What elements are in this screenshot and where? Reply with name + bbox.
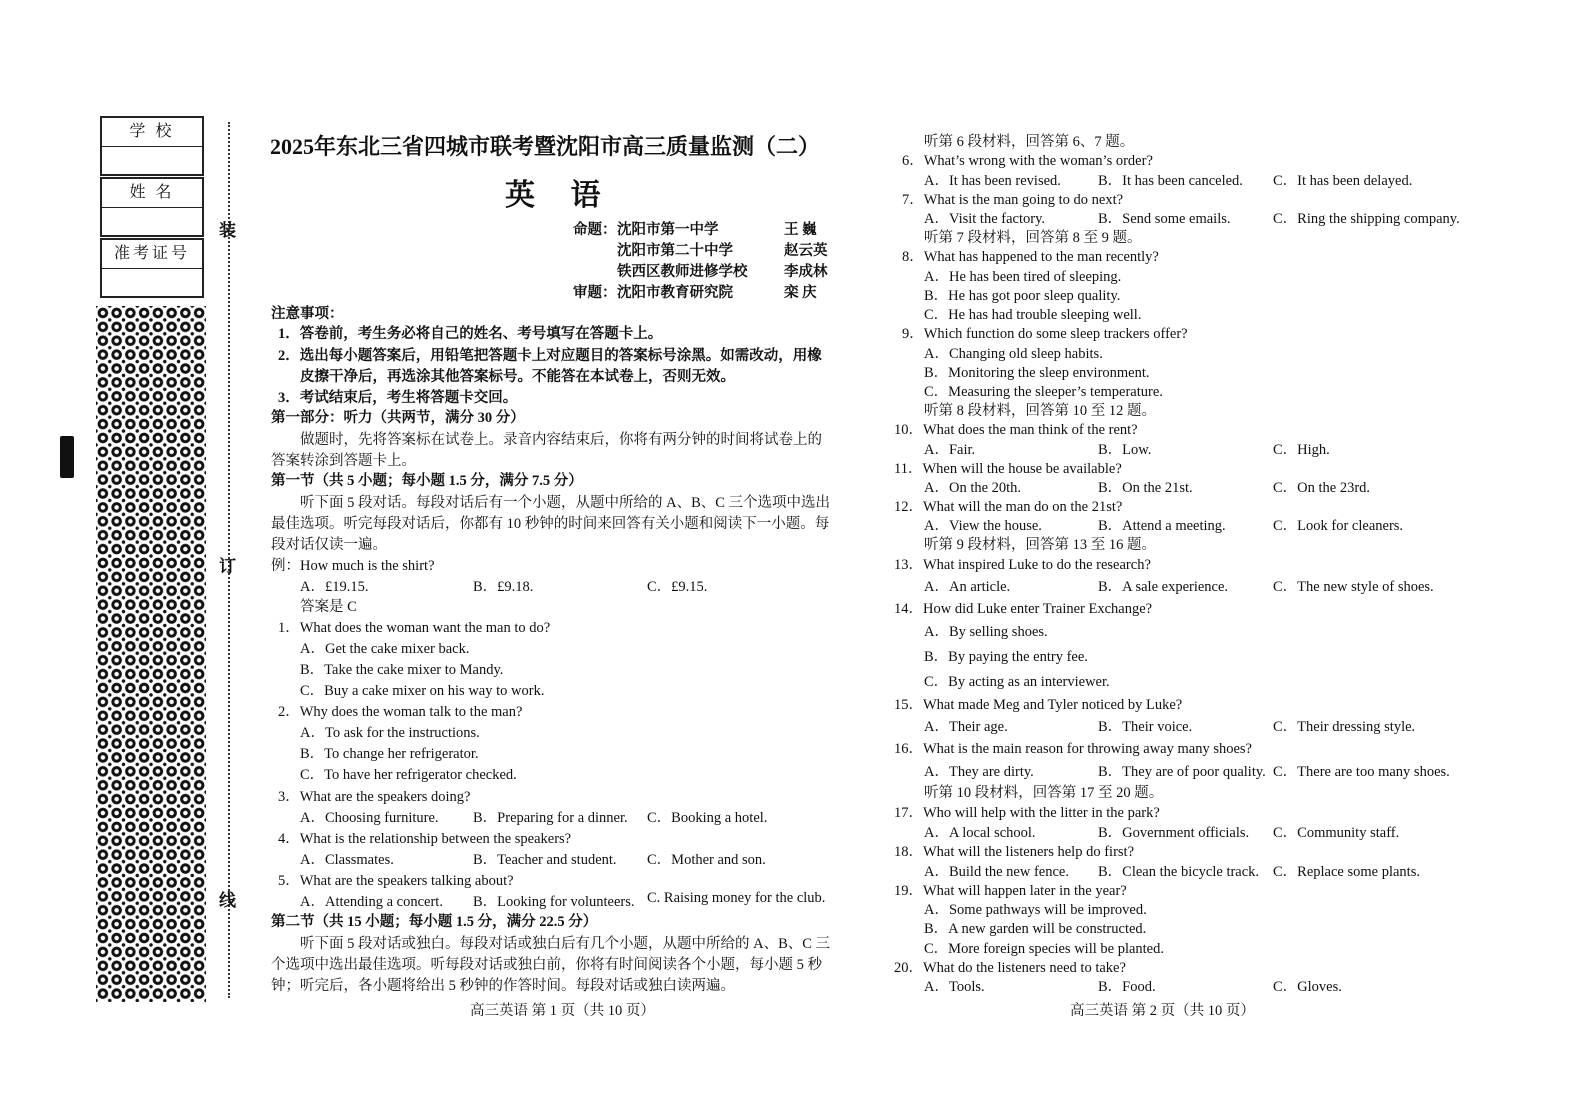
instruction-text: 段对话仅读一遍。: [271, 537, 387, 553]
option-a: A．Some pathways will be improved.: [924, 902, 1147, 918]
option-c: C．There are too many shoes.: [1273, 764, 1450, 780]
question: 18．What will the listeners help do first?: [894, 844, 1135, 860]
instruction-text: 个选项中选出最佳选项。听每段对话或独白前，你将有时间阅读各个小题，每小题 5 秒: [271, 957, 822, 973]
option-b: B．A new garden will be constructed.: [924, 921, 1147, 937]
material-heading: 听第 8 段材料，回答第 10 至 12 题。: [924, 403, 1156, 419]
notice-heading: 注意事项：: [271, 306, 344, 322]
notice-item: 1．答卷前，考生务必将自己的姓名、考号填写在答题卡上。: [278, 326, 663, 342]
question: 17．Who will help with the litter in the park?: [894, 805, 1160, 821]
option-c: C．Their dressing style.: [1273, 719, 1416, 735]
instruction-text: 听下面 5 段对话。每段对话后有一个小题，从题中所给的 A、B、C 三个选项中选出: [300, 495, 831, 511]
question: 8．What has happened to the man recently?: [902, 249, 1159, 265]
question: 4．What is the relationship between the speakers?: [278, 831, 572, 847]
material-heading: 听第 10 段材料，回答第 17 至 20 题。: [924, 785, 1164, 801]
notice-item: 2．选出每小题答案后，用铅笔把答题卡上对应题目的答案标号涂黑。如需改动，用橡: [278, 348, 822, 364]
option-a: A．Classmates.: [300, 852, 394, 868]
reviewer-org: 沈阳市教育研究院: [617, 285, 733, 301]
notice-item-cont: 皮擦干净后，再选涂其他答案标号。不能答在本试卷上，否则无效。: [300, 369, 735, 385]
example-question: 例：How much is the shirt?: [271, 558, 435, 574]
question: 16．What is the main reason for throwing away many shoes?: [894, 741, 1252, 757]
option-a: A．By selling shoes.: [924, 624, 1048, 640]
option-c: C．Gloves.: [1273, 979, 1342, 995]
name-field[interactable]: [100, 177, 204, 237]
option-b: B．Food.: [1098, 979, 1156, 995]
question: 13．What inspired Luke to do the research?: [894, 557, 1151, 573]
question: 20．What do the listeners need to take?: [894, 960, 1126, 976]
instruction-text: 答案转涂到答题卡上。: [271, 453, 416, 469]
option-b: B．Looking for volunteers.: [473, 894, 635, 910]
option-b: B．Take the cake mixer to Mandy.: [300, 662, 504, 678]
question: 12．What will the man do on the 21st?: [894, 499, 1123, 515]
bind-char-xian: 线: [219, 891, 236, 910]
reviewer-name: 栾 庆: [784, 285, 817, 301]
option-a: A．Build the new fence.: [924, 864, 1069, 880]
question: 9．Which function do some sleep trackers offer?: [902, 326, 1188, 342]
option-a: A．They are dirty.: [924, 764, 1034, 780]
option-c: C．Mother and son.: [647, 852, 766, 868]
page-footer: 高三英语 第 1 页（共 10 页）: [470, 1003, 655, 1019]
option-a: A．Changing old sleep habits.: [924, 346, 1103, 362]
option-b: B．By paying the entry fee.: [924, 649, 1088, 665]
option-a: A．Visit the factory.: [924, 211, 1046, 227]
option-b: B．Send some emails.: [1098, 211, 1231, 227]
option-b: B．Monitoring the sleep environment.: [924, 365, 1150, 381]
option-b: B．Government officials.: [1098, 825, 1250, 841]
option-c: C．To have her refrigerator checked.: [300, 767, 517, 783]
question: 19．What will happen later in the year?: [894, 883, 1127, 899]
bind-char-zhuang: 装: [219, 221, 236, 240]
question: 10．What does the man think of the rent?: [894, 422, 1138, 438]
option-b: B．Low.: [1098, 442, 1152, 458]
option-a: A．A local school.: [924, 825, 1036, 841]
part-one-heading: 第一部分：听力（共两节，满分 30 分）: [271, 410, 525, 426]
option-b: B．He has got poor sleep quality.: [924, 288, 1121, 304]
author-name: 赵云英: [784, 243, 828, 259]
author-role: 命题：: [573, 222, 617, 238]
option-b: B．On the 21st.: [1098, 480, 1193, 496]
option-a: A．To ask for the instructions.: [300, 725, 480, 741]
question: 3．What are the speakers doing?: [278, 789, 471, 805]
option-c: C．Measuring the sleeper’s temperature.: [924, 384, 1163, 400]
notice-item: 3．考试结束后，考生将答题卡交回。: [278, 390, 518, 406]
instruction-text: 做题时，先将答案标在试卷上。录音内容结束后，你将有两分钟的时间将试卷上的: [300, 432, 822, 448]
author-name: 李成林: [784, 264, 828, 280]
instruction-text: 钟；听完后，各小题将给出 5 秒钟的作答时间。每段对话或独白读两遍。: [271, 978, 735, 994]
anti-copy-pattern: [96, 306, 206, 1002]
option-a: A．Get the cake mixer back.: [300, 641, 470, 657]
question: 2．Why does the woman talk to the man?: [278, 704, 523, 720]
option-a: A．£19.15.: [300, 579, 369, 595]
instruction-text: 听下面 5 段对话或独白。每段对话或独白后有几个小题，从题中所给的 A、B、C 三: [300, 936, 831, 952]
option-b: B．They are of poor quality.: [1098, 764, 1266, 780]
option-a: A．View the house.: [924, 518, 1042, 534]
exam-id-label: 准考证号: [102, 240, 202, 269]
option-a: A．It has been revised.: [924, 173, 1061, 189]
option-a: A．He has been tired of sleeping.: [924, 269, 1122, 285]
option-c: C．High.: [1273, 442, 1330, 458]
option-c: C．Replace some plants.: [1273, 864, 1420, 880]
author-name: 王 巍: [784, 222, 817, 238]
question: 6．What’s wrong with the woman’s order?: [902, 153, 1153, 169]
bind-char-ding: 订: [219, 557, 236, 576]
section-two-heading: 第二节（共 15 小题；每小题 1.5 分，满分 22.5 分）: [271, 914, 598, 930]
school-label: 学 校: [102, 118, 202, 147]
question: 7．What is the man going to do next?: [902, 192, 1124, 208]
page-footer: 高三英语 第 2 页（共 10 页）: [1070, 1003, 1255, 1019]
option-c: C．£9.15.: [647, 579, 708, 595]
option-c: C．Look for cleaners.: [1273, 518, 1404, 534]
option-a: A．Attending a concert.: [300, 894, 443, 910]
option-b: B．Teacher and student.: [473, 852, 617, 868]
option-c: C．More foreign species will be planted.: [924, 941, 1164, 957]
option-c: C．Buy a cake mixer on his way to work.: [300, 683, 545, 699]
option-b: B．Their voice.: [1098, 719, 1193, 735]
option-c: C．It has been delayed.: [1273, 173, 1413, 189]
option-a: A．Choosing furniture.: [300, 810, 439, 826]
exam-id-field[interactable]: [100, 238, 204, 298]
option-c: C．Booking a hotel.: [647, 810, 768, 826]
material-heading: 听第 7 段材料，回答第 8 至 9 题。: [924, 230, 1142, 246]
material-heading: 听第 9 段材料，回答第 13 至 16 题。: [924, 537, 1156, 553]
question: 15．What made Meg and Tyler noticed by Luke?: [894, 697, 1183, 713]
option-c: C．The new style of shoes.: [1273, 579, 1434, 595]
alignment-mark: [60, 436, 74, 478]
example-answer: 答案是 C: [300, 599, 357, 615]
name-label: 姓 名: [102, 179, 202, 208]
instruction-text: 最佳选项。听完每段对话后，你都有 10 秒钟的时间来回答有关小题和阅读下一小题。每: [271, 516, 830, 532]
section-one-heading: 第一节（共 5 小题；每小题 1.5 分，满分 7.5 分）: [271, 473, 583, 489]
question: 14．How did Luke enter Trainer Exchange?: [894, 601, 1153, 617]
reviewer-role: 审题：: [573, 285, 617, 301]
subject-title: 英 语: [505, 179, 615, 212]
author-org: 沈阳市第二十中学: [617, 243, 733, 259]
option-b: B．It has been canceled.: [1098, 173, 1243, 189]
option-b: B．A sale experience.: [1098, 579, 1229, 595]
question: 5．What are the speakers talking about?: [278, 873, 514, 889]
option-c: C．He has had trouble sleeping well.: [924, 307, 1142, 323]
option-b: B．To change her refrigerator.: [300, 746, 479, 762]
option-a: A．Fair.: [924, 442, 976, 458]
question: 11．When will the house be available?: [894, 461, 1122, 477]
option-c: C. Raising money for the club.: [647, 890, 826, 906]
option-b: B．Preparing for a dinner.: [473, 810, 628, 826]
option-b: B．Clean the bicycle track.: [1098, 864, 1260, 880]
author-org: 沈阳市第一中学: [617, 222, 719, 238]
question: 1．What does the woman want the man to do?: [278, 620, 551, 636]
school-field[interactable]: [100, 116, 204, 176]
author-org: 铁西区教师进修学校: [617, 264, 748, 280]
option-a: A．On the 20th.: [924, 480, 1022, 496]
option-c: C．On the 23rd.: [1273, 480, 1371, 496]
material-heading: 听第 6 段材料，回答第 6、7 题。: [924, 134, 1135, 150]
option-c: C．Community staff.: [1273, 825, 1400, 841]
option-a: A．Their age.: [924, 719, 1008, 735]
option-a: A．Tools.: [924, 979, 985, 995]
option-a: A．An article.: [924, 579, 1011, 595]
option-c: C．Ring the shipping company.: [1273, 211, 1460, 227]
option-b: B．Attend a meeting.: [1098, 518, 1226, 534]
exam-title: 2025年东北三省四城市联考暨沈阳市高三质量监测（二）: [270, 134, 821, 159]
option-b: B．£9.18.: [473, 579, 534, 595]
option-c: C．By acting as an interviewer.: [924, 674, 1110, 690]
